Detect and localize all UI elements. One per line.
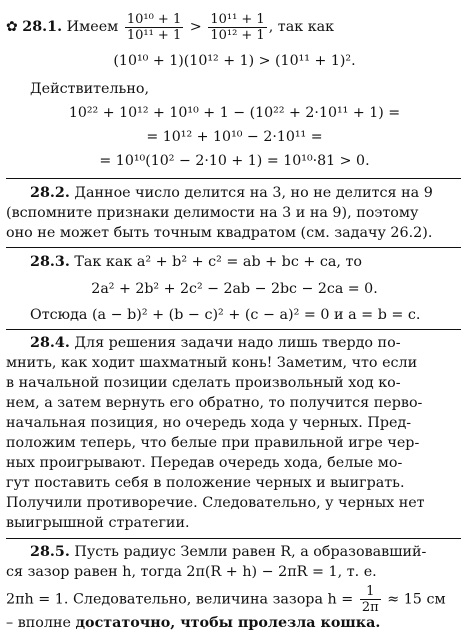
fraction-right-denominator: 10¹² + 1 [210,27,265,43]
problem-28-4-line-9: Получили противоречие. Следовательно, у черных нет [6,495,425,511]
problem-number: 28.4. [30,335,70,351]
problem-28-1-statement [6,5,334,49]
fraction-gap [360,584,381,615]
divider [6,247,461,248]
problem-number: 28.1. [22,19,63,35]
inequality-line: (10¹⁰ + 1)(10¹² + 1) > (10¹¹ + 1)². [113,53,356,69]
problem-28-5-line-4 [6,614,380,632]
calc-line-2: = 10¹² + 10¹⁰ − 2·10¹¹ = [146,129,323,145]
problem-28-4-line-10: выигрышной стратегии. [6,515,190,531]
problem-28-2-line-1 [30,184,433,202]
problem-28-4-line-5: начальная позиция, но очередь хода у черных. Пред- [6,415,412,431]
actually-text: Действительно, [30,81,150,97]
divider [6,178,461,179]
divider [6,329,461,330]
divider [6,538,461,539]
problem-28-3-line-2: 2a² + 2b² + 2c² − 2ab − 2bc − 2ca = 0. [91,281,378,297]
text: 2πh = 1. Следовательно, величина зазора h = [6,591,354,608]
lead-text: Имеем [66,19,119,35]
tail-text: , так как [268,19,335,35]
calc-line-3: = 10¹⁰(10² − 2·10 + 1) = 10¹⁰·81 > 0. [99,153,370,169]
problem-number: 28.2. [30,185,70,201]
fraction-left-numerator: 10¹⁰ + 1 [126,11,182,27]
problem-28-2-line-3: оно не может быть точным квадратом (см. задачу 26.2). [6,225,433,241]
text: – вполне [6,615,71,631]
problem-28-4-line-8: гут поставить себя в положение черных и выиграть. [6,475,405,491]
problem-28-4-line-2: мнить, как ходит шахматный конь! Заметим, что если [6,355,418,371]
problem-28-4-line-3: в начальной позиции сделать произвольный ход ко- [6,375,401,391]
problem-28-4-line-4: нем, а затем вернуть его обратно, то получится перво- [6,395,423,411]
problem-number: 28.5. [30,544,70,560]
problem-28-2-line-2: (вспомните признаки делимости на 3 и на 9), поэтому [6,205,419,221]
problem-28-3-line-3: Отсюда (a − b)² + (b − c)² + (c − a)² = 0 и a = b = c. [30,307,421,323]
problem-28-4-line-1 [30,334,401,352]
fraction-left-denominator: 10¹¹ + 1 [126,27,182,43]
problem-28-4-line-6: положим теперь, что белые при правильной игре чер- [6,435,420,451]
fraction-right-numerator: 10¹¹ + 1 [210,11,265,27]
calc-line-1: 10²² + 10¹² + 10¹⁰ + 1 − (10²² + 2·10¹¹ + 1) = [68,105,401,121]
text: ≈ 15 см [387,591,446,608]
problem-28-5-line-2: ся зазор равен h, тогда 2π(R + h) − 2πR = 1, т. е. [6,564,377,580]
problem-28-4-line-7: ных проигрывают. Передав очередь хода, белые мо- [6,455,403,471]
bold-conclusion: достаточно, чтобы пролезла кошка. [75,615,381,631]
fraction-left [125,12,183,43]
problem-28-3-line-1 [30,253,362,271]
text: Для решения задачи надо лишь твердо по- [74,335,401,351]
fraction-right [208,12,266,43]
problem-28-5-line-3 [6,584,446,615]
text: Пусть радиус Земли равен R, а образовавший- [74,544,427,560]
fraction-gap-numerator: 1 [360,584,381,600]
flower-icon: ✿ [6,19,18,35]
problem-number: 28.3. [30,254,70,270]
text: Данное число делится на 3, но не делится на 9 [74,185,433,201]
greater-sign: > [189,19,202,35]
text: Так как a² + b² + c² = ab + bc + ca, то [74,254,363,270]
fraction-gap-denominator: 2π [361,600,379,615]
problem-28-5-line-1 [30,543,426,561]
